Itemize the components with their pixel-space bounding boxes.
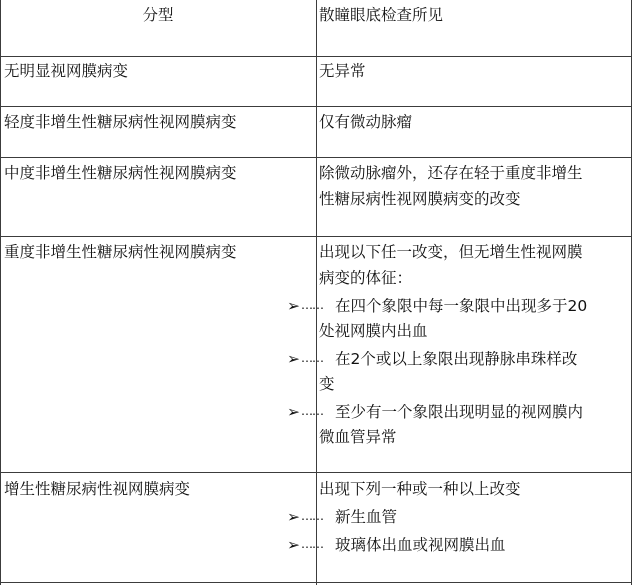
row-finding: 仅有微动脉瘤 [319,113,413,131]
table-border-bottom [0,582,632,583]
row-divider [0,106,632,107]
list-item-continuation: 处视网膜内出血 [319,322,428,340]
row-divider [0,236,632,237]
row-finding-line: 出现以下任一改变，但无增生性视网膜 [319,243,583,261]
list-item-continuation: 微血管异常 [319,428,397,446]
header-type: 分型 [142,6,174,24]
list-item-text: 至少有一个象限出现明显的视网膜内 [335,403,584,421]
list-item [287,398,583,425]
row-type: 增生性糖尿病性视网膜病变 [4,480,191,498]
list-item [287,503,397,530]
arrow-bullet-icon: ➢ [287,297,300,315]
table-border-left [0,0,1,585]
row-divider [0,472,632,473]
arrow-bullet-icon: ➢ [287,508,300,526]
list-item-text: 玻璃体出血或视网膜出血 [335,536,506,554]
dotted-leader: …… [301,298,323,312]
list-item-continuation: 变 [319,375,335,393]
row-finding: 无异常 [319,62,366,80]
list-item [287,292,587,319]
dotted-leader: …… [301,509,323,523]
row-type: 轻度非增生性糖尿病性视网膜病变 [4,113,237,131]
list-item-text: 在四个象限中每一象限中出现多于20 [335,297,588,315]
row-type: 无明显视网膜病变 [4,62,129,80]
row-finding-line: 病变的体征： [319,269,413,287]
list-item [287,345,577,372]
row-finding-line: 出现下列一种或一种以上改变 [319,480,521,498]
list-item-text: 新生血管 [335,508,398,526]
row-finding-line: 性糖尿病性视网膜病变的改变 [319,190,521,208]
arrow-bullet-icon: ➢ [287,403,300,421]
row-divider [0,56,632,57]
row-finding-line: 除微动脉瘤外，还存在轻于重度非增生 [319,164,583,182]
header-finding: 散瞳眼底检查所见 [319,6,444,24]
row-divider [0,157,632,158]
dotted-leader: …… [301,537,323,551]
row-type: 中度非增生性糖尿病性视网膜病变 [4,164,237,182]
dotted-leader: …… [301,351,323,365]
dotted-leader: …… [301,404,323,418]
table-border-right [631,0,632,585]
list-item [287,531,506,558]
list-item-text: 在2个或以上象限出现静脉串珠样改 [335,350,578,368]
arrow-bullet-icon: ➢ [287,350,300,368]
arrow-bullet-icon: ➢ [287,536,300,554]
row-type: 重度非增生性糖尿病性视网膜病变 [4,243,237,261]
